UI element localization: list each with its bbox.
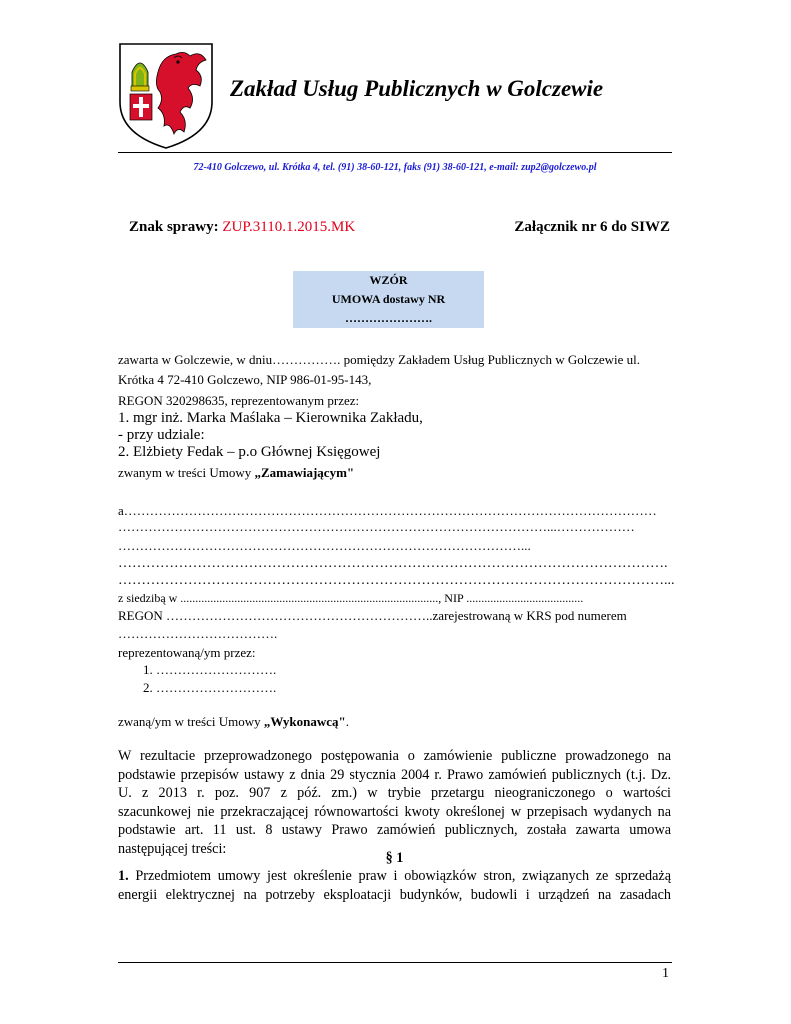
organization-title: Zakład Usług Publicznych w Golczewie <box>230 76 604 101</box>
coat-of-arms-logo <box>118 42 214 150</box>
contractor-blank-line: a…………………………………………………………………………………………………………… <box>118 503 657 518</box>
contractor-seat-nip: z siedzibą w ......................................................................................, NIP ....................................... <box>118 591 584 605</box>
preamble-paragraph: W rezultacie przeprowadzonego postępowania o zamówienie publiczne prowadzonego na podstawie przepisów ustawy z dnia 29 stycznia 2004 r. Prawo zamówień publicznych (t.j. Dz. U. z 2013 r. poz. 907 z póź. zm.) w trybie przetargu nieograniczonego o wartości szacunkowej nie przekraczającej równowartości kwoty określonej w przepisach wydanych na podstawie art. 11 ust. 8 ustawy Prawo zamówień publicznych, została zawarta umowa następującej treści: <box>118 748 671 857</box>
ordering-party-definition: zwanym w treści Umowy „Zamawiającym" <box>118 465 355 480</box>
footer-divider <box>118 962 672 963</box>
template-title-box <box>293 271 484 328</box>
griffin-crest-icon <box>118 42 214 150</box>
contractor-blank-line: ………………………………………………………………………………………………………... <box>118 573 675 588</box>
case-label: Znak sprawy: <box>129 219 223 235</box>
contractor-blank-line: …………………………………………………………………………………... <box>118 538 531 553</box>
representative-2: 2. Elżbiety Fedak – p.o Głównej Księgowej <box>118 444 381 460</box>
clause-number: 1. <box>118 868 129 884</box>
contractor-name: „Wykonawcą" <box>263 714 346 729</box>
contract-title: UMOWA dostawy NR <box>331 292 446 306</box>
contractor-krs-number: ………………………………. <box>118 626 278 641</box>
annex-label: Załącznik nr 6 do SIWZ <box>514 219 670 235</box>
contractor-blank-line: ………………………………………………………………………………………………………. <box>118 556 668 571</box>
contractor-definition: zwaną/ym w treści Umowy „Wykonawcą". <box>118 714 349 729</box>
header-divider <box>118 152 672 153</box>
page-number: 1 <box>662 966 669 981</box>
contractor-representative-2: 2. ………………………. <box>143 680 277 695</box>
ordering-party-name: „Zamawiającym" <box>254 465 355 480</box>
contractor-regon-krs: REGON ……………………………………………………..zarejestrowaną w KRS pod numerem <box>118 608 627 623</box>
contractor-blank-line: ………………………………………………………………………………………...……………… <box>118 519 635 534</box>
participation-note: - przy udziale: <box>118 427 205 443</box>
section-1-paragraph: 1. Przedmiotem umowy jest określenie praw i obowiązków stron, związanych ze sprzedażą energii elektrycznej na potrzeby eksploatacji budynków, budowli i urządzeń na zasadach <box>118 868 671 903</box>
case-reference: ZUP.3110.1.2015.MK <box>222 219 356 235</box>
case-number <box>129 219 355 236</box>
contract-number-blank: …………………. <box>345 311 432 325</box>
representative-1: 1. mgr inż. Marka Maślaka – Kierownika Zakładu, <box>118 410 423 426</box>
intro-line: Krótka 4 72-410 Golczewo, NIP 986-01-95-143, <box>118 372 372 387</box>
intro-line: zawarta w Golczewie, w dniu……………. pomiędzy Zakładem Usług Publicznych w Golczewie ul. <box>118 352 641 367</box>
section-heading: § 1 <box>385 850 404 866</box>
contractor-represented-by: reprezentowaną/ym przez: <box>118 645 256 660</box>
intro-line: REGON 320298635, reprezentowanym przez: <box>118 393 360 408</box>
organization-address: 72-410 Golczewo, ul. Krótka 4, tel. (91) 38-60-121, faks (91) 38-60-121, e-mail: zup2@golczewo.pl <box>193 162 597 173</box>
template-label: WZÓR <box>369 273 408 287</box>
contractor-representative-1: 1. ………………………. <box>143 662 277 677</box>
